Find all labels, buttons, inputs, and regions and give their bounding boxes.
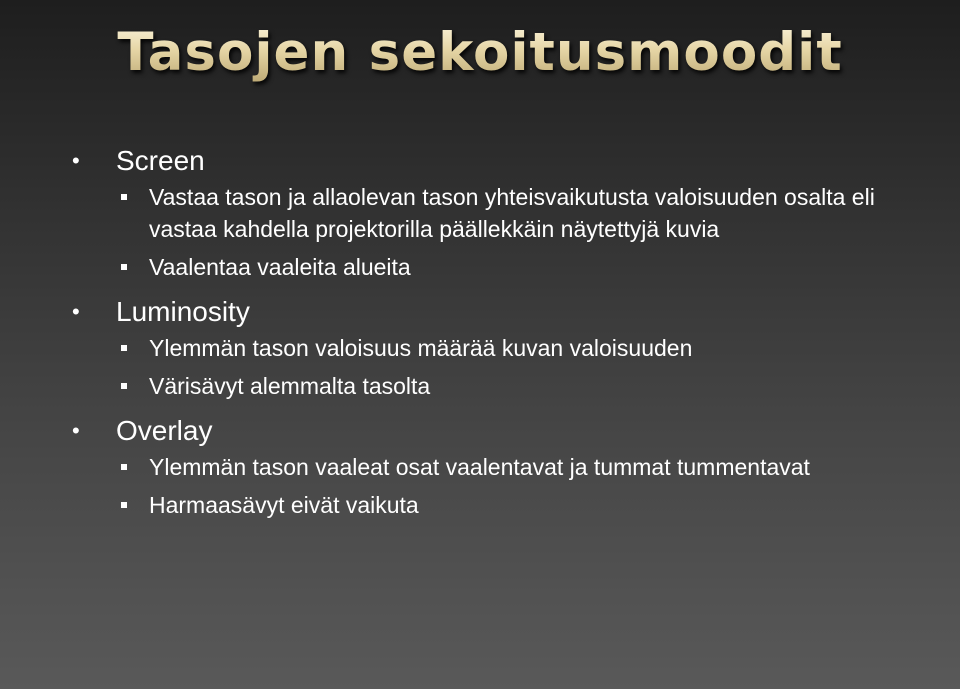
square-bullet-icon — [121, 502, 127, 508]
sub-bullet-text: Ylemmän tason valoisuus määrää kuvan valoisuuden — [149, 334, 693, 361]
bullet-heading: Screen — [116, 145, 205, 176]
bullet-heading: Overlay — [116, 414, 213, 446]
square-bullet-icon — [121, 383, 127, 389]
square-bullet-icon — [121, 194, 127, 200]
square-bullet-icon — [121, 345, 127, 351]
square-bullet-icon — [121, 264, 127, 270]
round-bullet-icon: • — [72, 298, 80, 324]
sub-bullet — [0, 333, 960, 365]
sub-bullet-text: Värisävyt alemmalta tasolta — [149, 373, 431, 399]
sub-bullet — [0, 252, 960, 284]
bullet-overlay — [0, 410, 960, 452]
sub-bullet-text: Vaalentaa vaaleita alueita — [149, 254, 411, 280]
sub-bullet — [0, 371, 960, 403]
sub-bullet-text: Ylemmän tason vaaleat osat vaalentavat ja tummat tummentavat — [149, 453, 810, 480]
sub-bullet — [0, 452, 960, 484]
bullet-screen — [0, 140, 960, 182]
sub-bullet — [0, 182, 960, 245]
sub-bullet-text: Harmaasävyt eivät vaikuta — [149, 492, 419, 518]
sub-bullet — [0, 490, 960, 522]
bullet-heading: Luminosity — [116, 295, 250, 327]
round-bullet-icon: • — [72, 417, 80, 443]
round-bullet-icon: • — [72, 148, 80, 173]
sub-bullet-text: Vastaa tason ja allaolevan tason yhteisvaikutusta valoisuuden osalta eli vastaa kahdella projektorilla päällekkäin näytettyjä kuvia — [149, 184, 875, 242]
square-bullet-icon — [121, 464, 127, 470]
slide-content — [0, 140, 960, 529]
slide-title: Tasojen sekoitusmoodit — [0, 22, 960, 83]
bullet-luminosity — [0, 291, 960, 333]
